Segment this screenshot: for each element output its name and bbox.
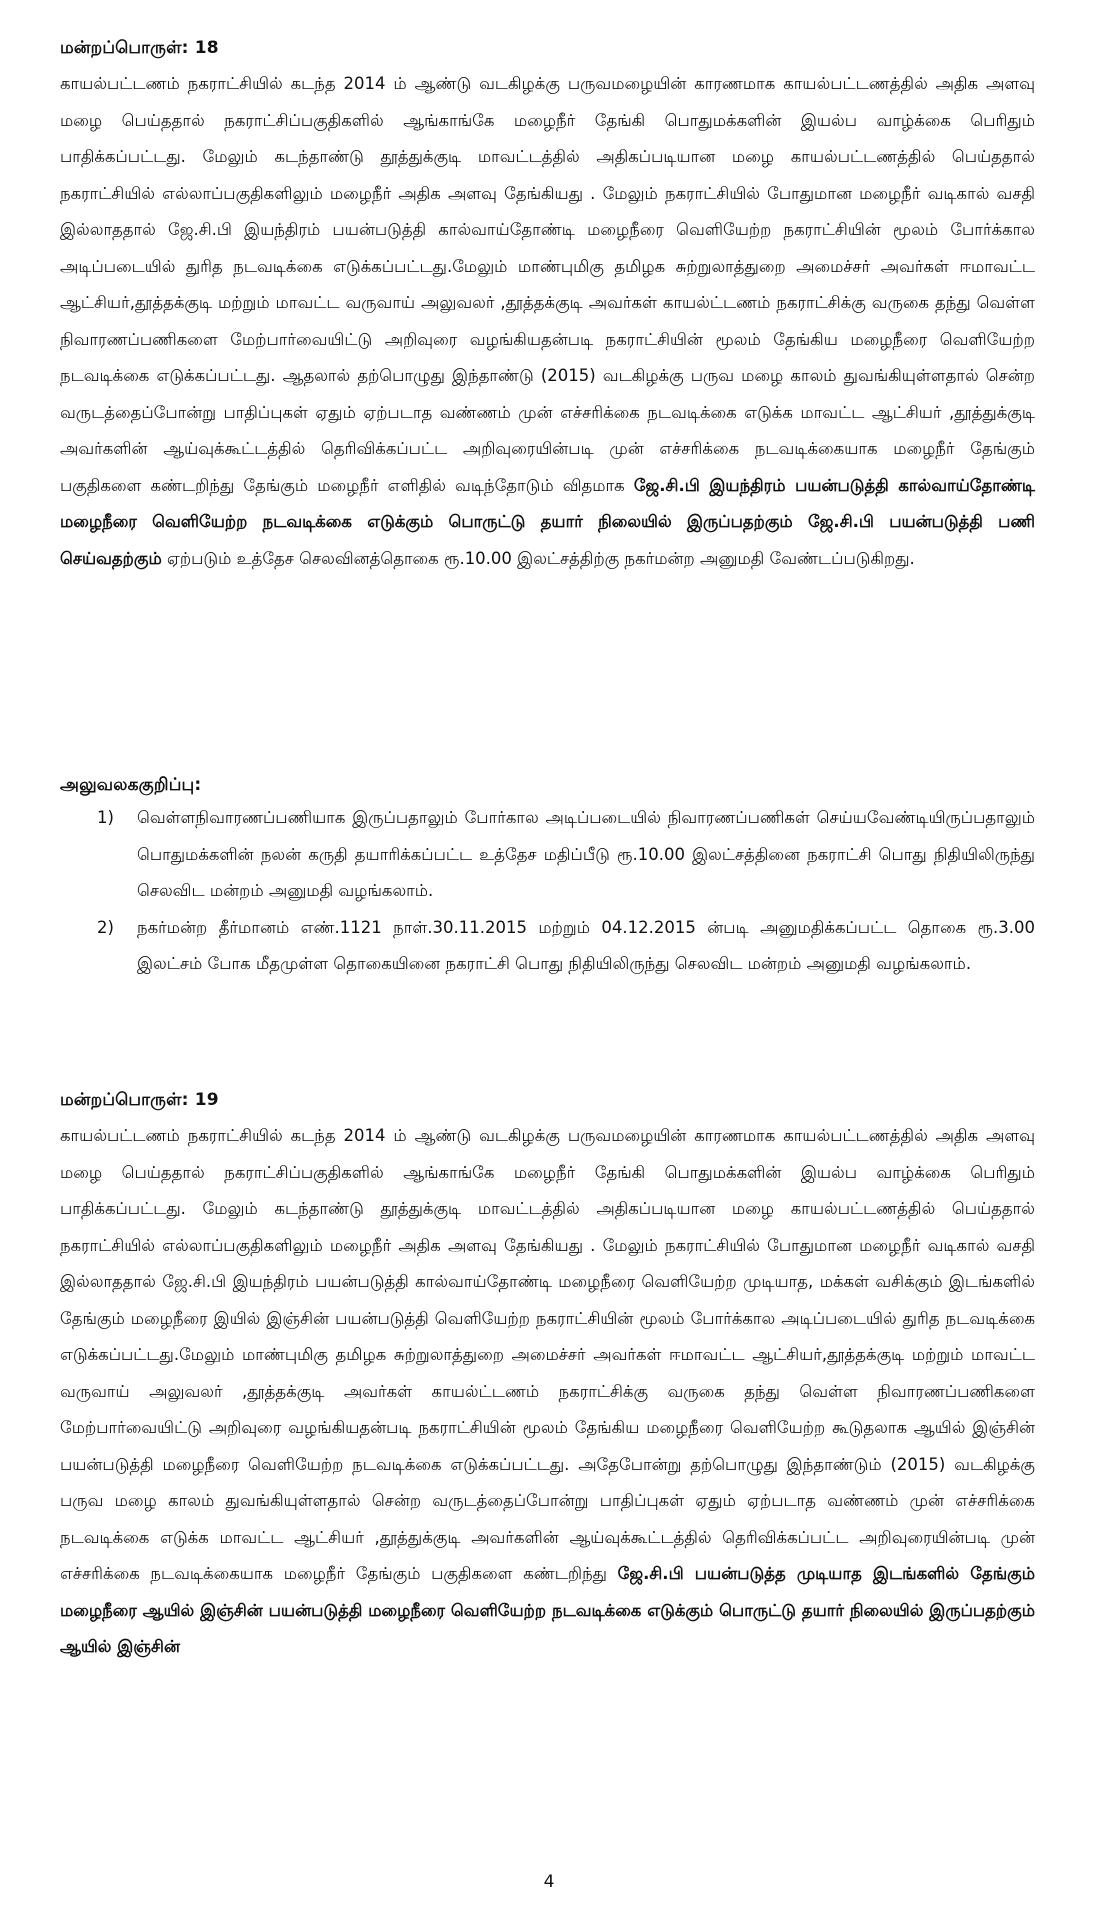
note-text: வெள்ளநிவாரணப்பணியாக இருப்பதாலும் போர்கால அடிப்படையில் நிவாரணப்பணிகள் செய்யவேண்டியிருப்பதாலும் பொதுமக்களின் நலன் கருதி தயாரிக்கப்பட்ட உத்தேச மதிப்பீடு ரூ.10.00 இலட்சத்தினை நகராட்சி பொது நிதியிலிருந்து செலவிட மன்றம் அனுமதி வழங்கலாம். <box>137 808 1035 900</box>
item-18-heading: மன்றப்பொருள்: 18 <box>60 38 219 58</box>
item-18-body-text: காயல்பட்டணம் நகராட்சியில் கடந்த 2014 ம் ஆண்டு வடகிழக்கு பருவமழையின் காரணமாக காயல்பட்டணத்தில் அதிக அளவு மழை பெய்ததால் நகராட்சிப்பகுதிகளில் ஆங்காங்கே மழைநீர் தேங்கி பொதுமக்களின் இயல்ப வாழ்க்கை பெரிதும் பாதிக்கப்பட்டது. மேலும் கடந்தாண்டு தூத்துக்குடி மாவட்டத்தில் அதிகப்படியான மழை காயல்பட்டணத்தில் பெய்ததால் நகராட்சியில் எல்லாப்பகுதிகளிலும் மழைநீர் அதிக அளவு தேங்கியது . மேலும் நகராட்சியில் போதுமான மழைநீர் வடிகால் வசதி இல்லாததால் ஜே.சி.பி இயந்திரம் பயன்படுத்தி கால்வாய்தோண்டி மழைநீரை வெளியேற்ற நகராட்சியின் மூலம் போர்க்கால அடிப்படையில் துரித நடவடிக்கை எடுக்கப்பட்டது.மேலும் மாண்புமிகு தமிழக சுற்றுலாத்துறை அமைச்சர் அவர்கள் ஈமாவட்ட ஆட்சியர்,தூத்தக்குடி மற்றும் மாவட்ட வருவாய் அலுவலர் ,தூத்தக்குடி அவர்கள் காயல்ட்டணம் நகராட்சிக்கு வருகை தந்து வெள்ள நிவாரணப்பணிகளை மேற்பார்வையிட்டு அறிவுரை வழங்கியதன்படி நகராட்சியின் மூலம் தேங்கிய மழைநீரை வெளியேற்ற நடவடிக்கை எடுக்கப்பட்டது. ஆதலால் தற்பொழுது இந்தாண்டு (2015) வடகிழக்கு பருவ மழை காலம் துவங்கியுள்ளதால் சென்ற வருடத்தைப்போன்று பாதிப்புகள் ஏதும் ஏற்படாத வண்ணம் முன் எச்சரிக்கை நடவடிக்கை எடுக்க மாவட்ட ஆட்சியர் ,தூத்துக்குடி அவர்களின் ஆய்வுக்கூட்டத்தில் தெரிவிக்கப்பட்ட அறிவுரையின்படி முன் எச்சரிக்கை நடவடிக்கையாக மழைநீர் தேங்கும் பகுதிகளை கண்டறிந்து தேங்கும் மழைநீர் எளிதில் வடிந்தோடும் விதமாக <box>60 74 1035 495</box>
item-18-body-bold: ஜே.சி.பி இயந்திரம் பயன்படுத்தி கால்வாய்தோண்டி மழைநீரை வெளியேற்ற நடவடிக்கை எடுக்கும் பொருட்டு தயார் நிலையில் இருப்பதற்கும் ஜே.சி.பி பயன்படுத்தி பணி செய்வதற்கும் <box>60 475 1035 568</box>
item-19-body-text: காயல்பட்டணம் நகராட்சியில் கடந்த 2014 ம் ஆண்டு வடகிழக்கு பருவமழையின் காரணமாக காயல்பட்டணத்தில் அதிக அளவு மழை பெய்ததால் நகராட்சிப்பகுதிகளில் ஆங்காங்கே மழைநீர் தேங்கி பொதுமக்களின் இயல்ப வாழ்க்கை பெரிதும் பாதிக்கப்பட்டது. மேலும் கடந்தாண்டு தூத்துக்குடி மாவட்டத்தில் அதிகப்படியான மழை காயல்பட்டணத்தில் பெய்ததால் நகராட்சியில் எல்லாப்பகுதிகளிலும் மழைநீர் அதிக அளவு தேங்கியது . மேலும் நகராட்சியில் போதுமான மழைநீர் வடிகால் வசதி இல்லாததால் ஜே.சி.பி இயந்திரம் பயன்படுத்தி கால்வாய்தோண்டி மழைநீரை வெளியேற்ற முடியாத, மக்கள் வசிக்கும் இடங்களில் தேங்கும் மழைநீரை இயில் இஞ்சின் பயன்படுத்தி வெளியேற்ற நகராட்சியின் மூலம் போர்க்கால அடிப்படையில் துரித நடவடிக்கை எடுக்கப்பட்டது.மேலும் மாண்புமிகு தமிழக சுற்றுலாத்துறை அமைச்சர் அவர்கள் ஈமாவட்ட ஆட்சியர்,தூத்தக்குடி மற்றும் மாவட்ட வருவாய் அலுவலர் ,தூத்தக்குடி அவர்கள் காயல்ட்டணம் நகராட்சிக்கு வருகை தந்து வெள்ள நிவாரணப்பணிகளை மேற்பார்வையிட்டு அறிவுரை வழங்கியதன்படி நகராட்சியின் மூலம் தேங்கிய மழைநீரை வெளியேற்ற கூடுதலாக ஆயில் இஞ்சின் பயன்படுத்தி மழைநீரை வெளியேற்ற நடவடிக்கை எடுக்கப்பட்டது. அதேபோன்று தற்பொழுது இந்தாண்டும் (2015) வடகிழக்கு பருவ மழை காலம் துவங்கியுள்ளதால் சென்ற வருடத்தைப்போன்று பாதிப்புகள் ஏதும் ஏற்படாத வண்ணம் முன் எச்சரிக்கை நடவடிக்கை எடுக்க மாவட்ட ஆட்சியர் ,தூத்துக்குடி அவர்களின் ஆய்வுக்கூட்டத்தில் தெரிவிக்கப்பட்ட அறிவுரையின்படி முன் எச்சரிக்கை நடவடிக்கையாக மழைநீர் தேங்கும் பகுதிகளை கண்டறிந்து <box>60 1126 1035 1583</box>
office-note-item <box>97 910 1035 983</box>
item-19-body <box>60 1118 1035 1666</box>
page-number: 4 <box>543 1872 555 1892</box>
item-19-heading: மன்றப்பொருள்: 19 <box>60 1090 219 1110</box>
note-text: நகர்மன்ற தீர்மானம் எண்.1121 நாள்.30.11.2015 மற்றும் 04.12.2015 ன்படி அனுமதிக்கப்பட்ட தொகை ரூ.3.00 இலட்சம் போக மீதமுள்ள தொகையினை நகராட்சி பொது நிதியிலிருந்து செலவிட மன்றம் அனுமதி வழங்கலாம். <box>137 917 1035 973</box>
office-note-item <box>97 800 1035 910</box>
item-18-body-end: ஏற்படும் உத்தேச செலவினத்தொகை ரூ.10.00 இலட்சத்திற்கு நகர்மன்ற அனுமதி வேண்டப்படுகிறது. <box>161 548 915 568</box>
note-number: 2) <box>97 917 114 937</box>
office-note-heading: அலுவலககுறிப்பு: <box>60 775 202 795</box>
item-19-body-bold: ஜே.சி.பி பயன்படுத்த முடியாத இடங்களில் தேங்கும் மழைநீரை ஆயில் இஞ்சின் பயன்படுத்தி மழைநீரை வெளியேற்ற நடவடிக்கை எடுக்கும் பொருட்டு தயார் நிலையில் இருப்பதற்கும் ஆயில் இஞ்சின் <box>60 1564 1035 1656</box>
note-number: 1) <box>97 808 114 827</box>
item-18-body <box>60 66 1035 577</box>
office-note-list <box>97 800 1035 983</box>
